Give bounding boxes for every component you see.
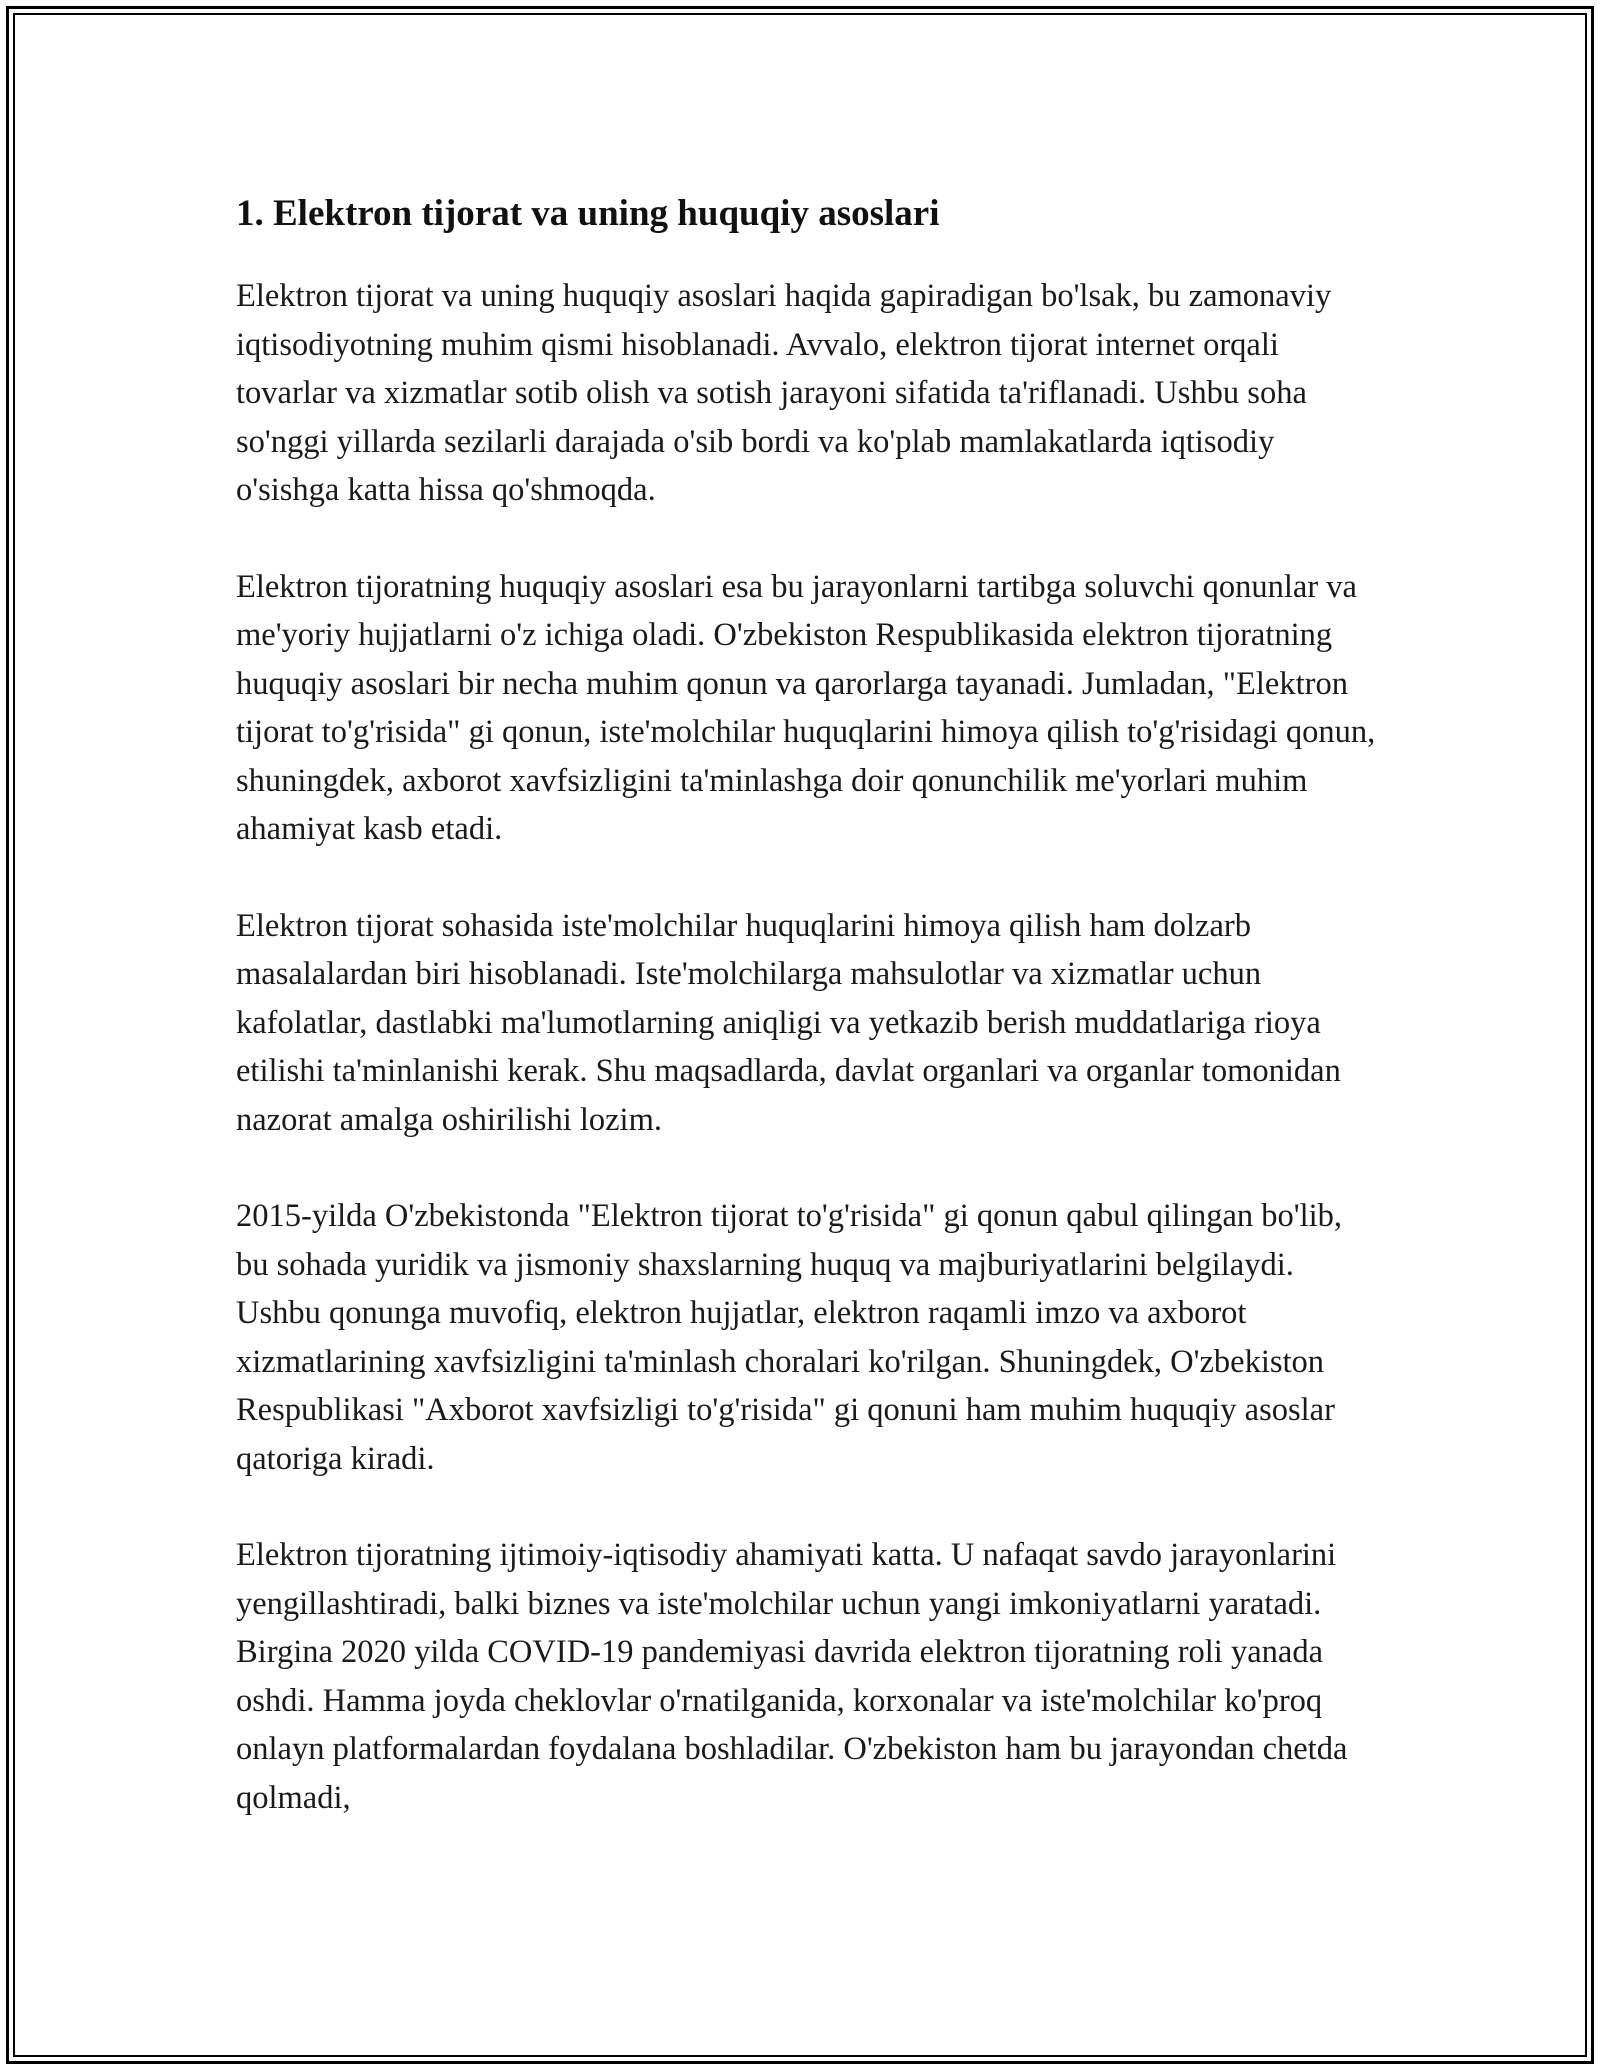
paragraph-5: Elektron tijoratning ijtimoiy-iqtisodiy ahamiyati katta. U nafaqat savdo jarayonlarini yengillashtiradi, balki biznes va iste'molchilar uchun yangi imkoniyatlarni yaratadi. Birgina 2020 yilda COVID-19 pandemiyasi davrida elektron tijoratning roli yanada oshdi. Hamma joyda cheklovlar o'rnatilganida, korxonalar va iste'molchilar ko'proq onlayn platformalardan foydalana boshladilar. O'zbekiston ham bu jarayondan chetda qolmadi, xyxy=(236,1537,1348,1816)
paragraph-4: 2015-yilda O'zbekistonda "Elektron tijorat to'g'risida" gi qonun qabul qilingan bo'lib, bu sohada yuridik va jismoniy shaxslarning huquq va majburiyatlarini belgilaydi. Ushbu qonunga muvofiq, elektron hujjatlar, elektron raqamli imzo va axborot xizmatlarining xavfsizligini ta'minlash choralari ko'rilgan. Shuningdek, O'zbekiston Respublikasi "Axborot xavfsizligi to'g'risida" gi qonuni ham muhim huquqiy asoslar qatoriga kiradi. xyxy=(236,1198,1343,1477)
section-heading: 1. Elektron tijorat va uning huquqiy asoslari xyxy=(236,193,940,234)
document-body xyxy=(236,186,1376,1870)
paragraph-2: Elektron tijoratning huquqiy asoslari esa bu jarayonlarni tartibga soluvchi qonunlar va me'yoriy hujjatlarni o'z ichiga oladi. O'zbekiston Respublikasida elektron tijoratning huquqiy asoslari bir necha muhim qonun va qarorlarga tayanadi. Jumladan, "Elektron tijorat to'g'risida" gi qonun, iste'molchilar huquqlarini himoya qilish to'g'risidagi qonun, shuningdek, axborot xavfsizligini ta'minlashga doir qonunchilik me'yorlari muhim ahamiyat kasb etadi. xyxy=(236,568,1376,847)
paragraph-1: Elektron tijorat va uning huquqiy asoslari haqida gapiradigan bo'lsak, bu zamonaviy iqtisodiyotning muhim qismi hisoblanadi. Avvalo, elektron tijorat internet orqali tovarlar va xizmatlar sotib olish va sotish jarayoni sifatida ta'riflanadi. Ushbu soha so'nggi yillarda sezilarli darajada o'sib bordi va ko'plab mamlakatlarda iqtisodiy o'sishga katta hissa qo'shmoqda. xyxy=(236,278,1332,508)
paragraph-3: Elektron tijorat sohasida iste'molchilar huquqlarini himoya qilish ham dolzarb masalalardan biri hisoblanadi. Iste'molchilarga mahsulotlar va xizmatlar uchun kafolatlar, dastlabki ma'lumotlarning aniqligi va yetkazib berish muddatlariga rioya etilishi ta'minlanishi kerak. Shu maqsadlarda, davlat organlari va organlar tomonidan nazorat amalga oshirilishi lozim. xyxy=(236,907,1341,1138)
